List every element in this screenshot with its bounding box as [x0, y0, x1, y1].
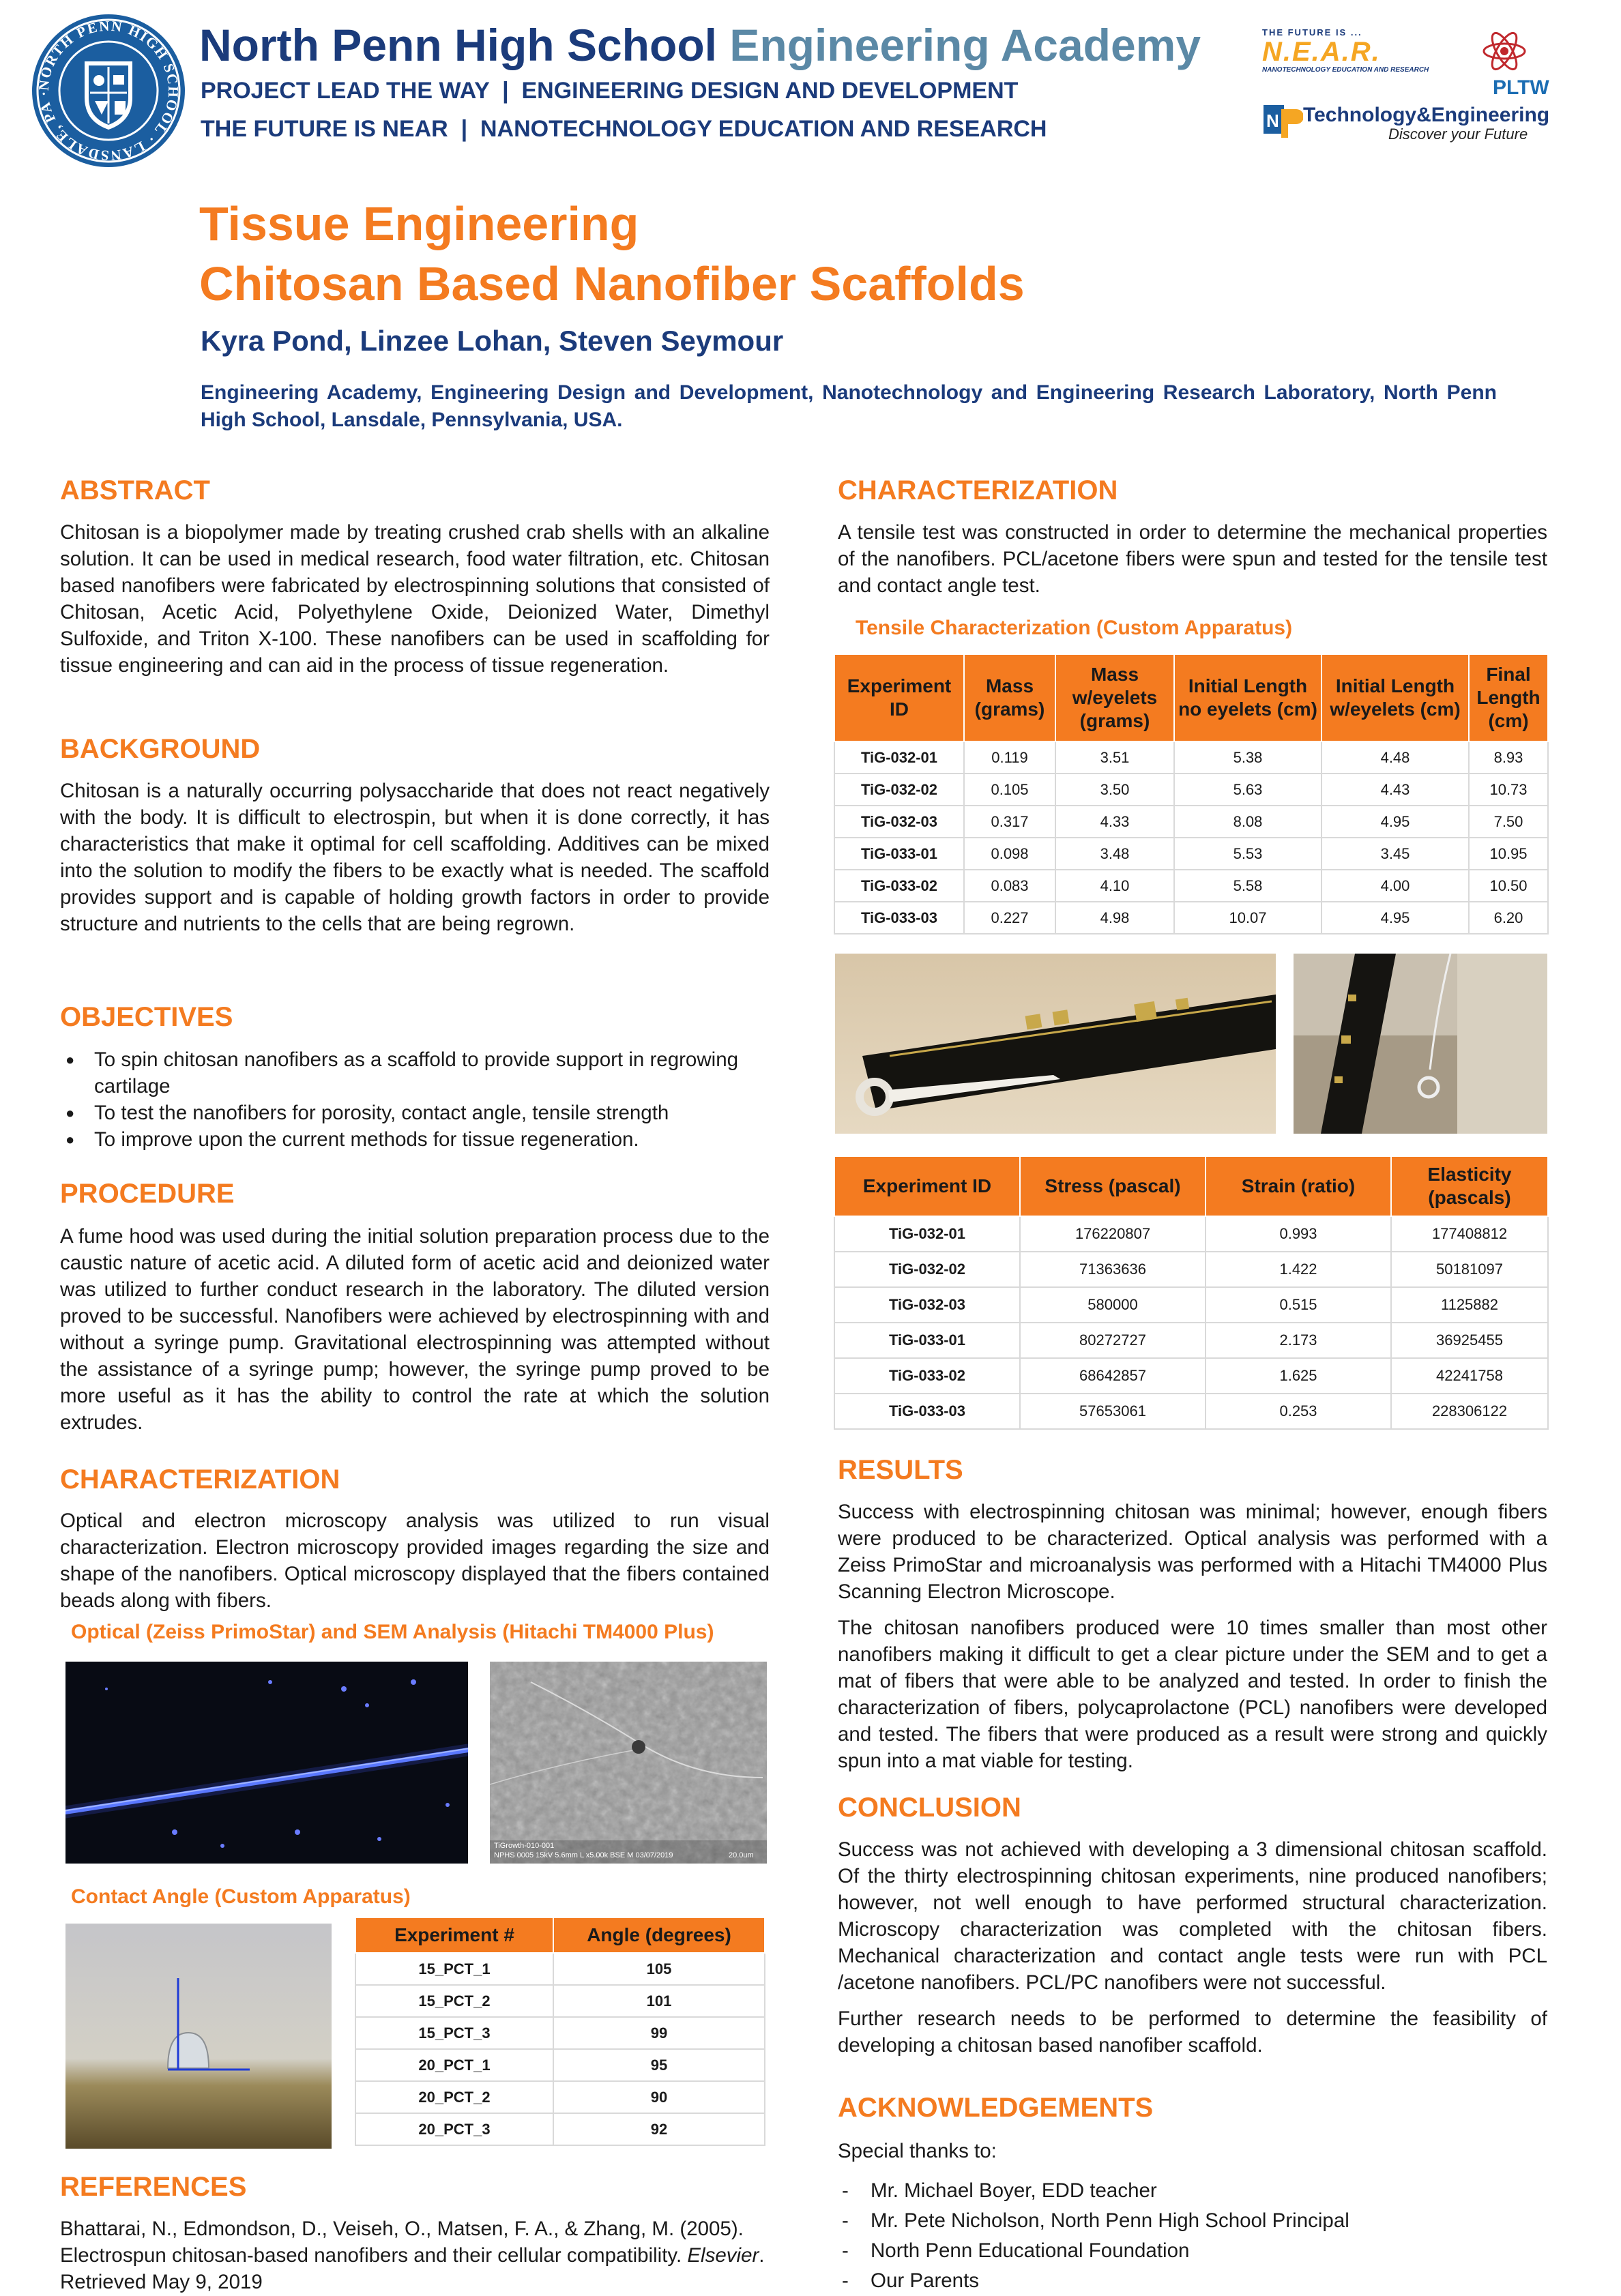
- table-cell: 0.993: [1206, 1216, 1391, 1252]
- procedure-text: A fume hood was used during the initial solution preparation process due to the caustic nature of acetic acid. A diluted form of acetic acid and deionized water was utilized to further conduct research in the laboratory. The diluted version proved to be successful. Nanofibers were achieved by electrospinning with and without a syringe pump. Gravitational electrospinning was attempted without the assistance of a syringe pump; however, the syringe pump proved to be more useful as it has the ability to control the rate at which the solution extrudes.: [60, 1225, 770, 1434]
- table-header: Elasticity (pascals): [1391, 1156, 1548, 1216]
- table-row: [355, 1985, 765, 2017]
- results-paragraph-1: Success with electrospinning chitosan was minimal; however, enough fibers were produced to be characterized. Optical analysis was performed with a Zeiss PrimoStar and microanalysis was performed with a Hitachi TM4000 Plus Scanning Electron Microscope.: [838, 1501, 1547, 1603]
- header-line-2: THE FUTURE IS NEAR | NANOTECHNOLOGY EDUCATION AND RESEARCH: [201, 116, 1047, 142]
- reference-citation: Bhattarai, N., Edmondson, D., Veiseh, O., Matsen, F. A., & Zhang, M. (2005). Electrospun chitosan-based nanofibers and their cellular compatibility.: [60, 2218, 744, 2267]
- table-cell: 5.38: [1174, 741, 1321, 774]
- acknowledgements-heading: ACKNOWLEDGEMENTS: [838, 2093, 1154, 2123]
- table-header: Initial Length no eyelets (cm): [1174, 654, 1321, 741]
- references-heading: REFERENCES: [60, 2172, 247, 2202]
- objective-item: ● To improve upon the current methods for tissue regeneration.: [60, 1126, 770, 1153]
- table-header: Experiment ID: [834, 654, 964, 741]
- acknowledgement-item: - Our Parents: [838, 2266, 1547, 2296]
- conclusion-text: [838, 1836, 1547, 2059]
- table-row: [834, 1323, 1548, 1358]
- contact-angle-caption: Contact Angle (Custom Apparatus): [71, 1885, 411, 1908]
- stress-table: [834, 1156, 1549, 1430]
- atom-icon: [1480, 27, 1528, 75]
- table-cell: TiG-033-02: [834, 870, 964, 902]
- table-cell: 0.083: [964, 870, 1055, 902]
- table-cell: 92: [553, 2113, 765, 2145]
- table-header: Final Length (cm): [1469, 654, 1548, 741]
- table-cell: 20_PCT_1: [355, 2049, 553, 2081]
- acknowledgement-item: - Mr. Michael Boyer, EDD teacher: [838, 2176, 1547, 2206]
- table-cell: 6.20: [1469, 902, 1548, 934]
- table-cell: 36925455: [1391, 1323, 1548, 1358]
- results-heading: RESULTS: [838, 1455, 963, 1485]
- objective-item: ● To spin chitosan nanofibers as a scaffold to provide support in regrowing cartilage: [60, 1046, 770, 1100]
- tensile-caption: Tensile Characterization (Custom Apparatus): [856, 617, 1293, 639]
- objectives-list: [60, 1046, 770, 1153]
- table-cell: 580000: [1020, 1287, 1206, 1323]
- table-cell: 10.73: [1469, 774, 1548, 806]
- table-row: [834, 1252, 1548, 1287]
- table-cell: 4.43: [1321, 774, 1469, 806]
- table-cell: 0.515: [1206, 1287, 1391, 1323]
- acknowledgement-item: - Mr. Pete Nicholson, North Penn High School Principal: [838, 2206, 1547, 2236]
- near-wordmark: N.E.A.R.: [1262, 37, 1381, 67]
- contact-angle-photo: [65, 1924, 332, 2149]
- characterization-left-heading: CHARACTERIZATION: [60, 1465, 340, 1495]
- table-row: [355, 2081, 765, 2113]
- near-logo: [1262, 27, 1453, 82]
- table-cell: TiG-032-01: [834, 1216, 1020, 1252]
- table-row: [834, 774, 1548, 806]
- references-text: [60, 2216, 770, 2295]
- table-cell: TiG-032-03: [834, 1287, 1020, 1323]
- table-row: [834, 1216, 1548, 1252]
- table-cell: 5.53: [1174, 838, 1321, 870]
- pltw-logo: PLTW: [1493, 76, 1549, 99]
- table-cell: 15_PCT_1: [355, 1953, 553, 1985]
- abstract-text: Chitosan is a biopolymer made by treating crushed crab shells with an alkaline solution. It can be used in medical research, food water filtration, etc. Chitosan based nanofibers were fabricated by electrospinning solutions that consisted of Chitosan, Acetic Acid, Polyethylene Oxide, Deionized Water, Dimethyl Sulfoxide, and Triton X-100. These nanofibers can be used in scaffolding for tissue engineering and can aid in the process of tissue regeneration.: [60, 521, 770, 677]
- table-cell: TiG-032-02: [834, 1252, 1020, 1287]
- table-cell: 4.95: [1321, 902, 1469, 934]
- table-cell: 4.98: [1055, 902, 1174, 934]
- table-header: Experiment ID: [834, 1156, 1020, 1216]
- table-header: Stress (pascal): [1020, 1156, 1206, 1216]
- academy-name: Engineering Academy: [729, 20, 1201, 70]
- procedure-heading: PROCEDURE: [60, 1179, 235, 1209]
- reference-journal: Elsevier: [687, 2244, 759, 2267]
- table-cell: 1.422: [1206, 1252, 1391, 1287]
- table-row: [355, 1953, 765, 1985]
- table-cell: 57653061: [1020, 1394, 1206, 1429]
- table-row: [834, 806, 1548, 838]
- tensile-hanging-photo: [1294, 954, 1547, 1134]
- table-cell: 99: [553, 2017, 765, 2049]
- table-cell: 20_PCT_2: [355, 2081, 553, 2113]
- tensile-table: [834, 653, 1549, 934]
- table-row: [355, 2113, 765, 2145]
- characterization-left-text: Optical and electron microscopy analysis was utilized to run visual characterization. Electron microscopy provided images regarding the size and shape of the nanofibers. Optical microscopy displayed that the fibers contained beads along with fibers.: [60, 1510, 770, 1612]
- table-cell: 42241758: [1391, 1358, 1548, 1394]
- table-header: Strain (ratio): [1206, 1156, 1391, 1216]
- table-cell: 0.317: [964, 806, 1055, 838]
- table-cell: 8.08: [1174, 806, 1321, 838]
- reference-retrieved: . Retrieved May 9, 2019: [60, 2244, 765, 2293]
- background-heading: BACKGROUND: [60, 734, 261, 764]
- results-text: [838, 1499, 1547, 1774]
- conclusion-heading: CONCLUSION: [838, 1793, 1021, 1823]
- table-cell: 0.253: [1206, 1394, 1391, 1429]
- table-cell: 71363636: [1020, 1252, 1206, 1287]
- table-cell: 5.58: [1174, 870, 1321, 902]
- near-subtitle: NANOTECHNOLOGY EDUCATION AND RESEARCH: [1262, 66, 1429, 74]
- table-cell: 5.63: [1174, 774, 1321, 806]
- characterization-right-text: A tensile test was constructed in order to determine the mechanical properties of the nanofibers. PCL/acetone fibers were spun and tested for the tensile test and contact angle test.: [838, 521, 1547, 597]
- objective-item: ● To test the nanofibers for porosity, contact angle, tensile strength: [60, 1100, 770, 1126]
- table-cell: 20_PCT_3: [355, 2113, 553, 2145]
- sem-label-2: NPHS 0005 15kV 5.6mm L x5.00k BSE M 03/07/2019: [494, 1851, 673, 1859]
- acknowledgement-item: - North Penn Educational Foundation: [838, 2236, 1547, 2266]
- optical-micrograph: [65, 1662, 468, 1864]
- sem-label-1: TiGrowth-010-001: [494, 1842, 555, 1850]
- table-cell: 90: [553, 2081, 765, 2113]
- table-cell: 105: [553, 1953, 765, 1985]
- microscopy-caption: Optical (Zeiss PrimoStar) and SEM Analysis (Hitachi TM4000 Plus): [71, 1621, 714, 1643]
- objectives-heading: OBJECTIVES: [60, 1002, 233, 1032]
- abstract-heading: ABSTRACT: [60, 475, 210, 505]
- authors: Kyra Pond, Linzee Lohan, Steven Seymour: [201, 325, 784, 357]
- np-brand: Technology&Engineering: [1303, 104, 1550, 126]
- table-cell: 80272727: [1020, 1323, 1206, 1358]
- characterization-right-heading: CHARACTERIZATION: [838, 475, 1118, 505]
- table-row: [834, 741, 1548, 774]
- table-row: [355, 2017, 765, 2049]
- table-cell: 177408812: [1391, 1216, 1548, 1252]
- sem-micrograph: [490, 1662, 767, 1864]
- table-cell: 2.173: [1206, 1323, 1391, 1358]
- table-cell: 50181097: [1391, 1252, 1548, 1287]
- table-cell: 1.625: [1206, 1358, 1391, 1394]
- sem-scale-bar: 20.0um: [729, 1851, 754, 1859]
- table-header: Angle (degrees): [553, 1917, 765, 1953]
- table-header: Initial Length w/eyelets (cm): [1321, 654, 1469, 741]
- table-cell: 3.51: [1055, 741, 1174, 774]
- svg-text:N: N: [1266, 111, 1279, 131]
- table-cell: TiG-032-02: [834, 774, 964, 806]
- conclusion-paragraph-1: Success was not achieved with developing a 3 dimensional chitosan scaffold. Of the thirty electrospinning chitosan experiments, nine produced nanofibers; however, not well enough to have performed structural characterization. Microscopy characterization was completed with the chitosan fibers. Mechanical characterization and contact angle tests were run with PCL /acetone nanofibers. PCL/PC nanofibers were not successful.: [838, 1838, 1547, 1994]
- table-row: [834, 1287, 1548, 1323]
- table-cell: 3.50: [1055, 774, 1174, 806]
- table-cell: TiG-033-03: [834, 1394, 1020, 1429]
- table-cell: TiG-033-02: [834, 1358, 1020, 1394]
- header-line-1: PROJECT LEAD THE WAY | ENGINEERING DESIGN AND DEVELOPMENT: [201, 78, 1019, 104]
- np-tagline: Discover your Future: [1388, 126, 1528, 143]
- table-row: [834, 902, 1548, 934]
- table-cell: 228306122: [1391, 1394, 1548, 1429]
- acknowledgements-list: [838, 2176, 1547, 2296]
- contact-angle-table: [355, 1917, 765, 2146]
- school-name: North Penn High School: [199, 20, 717, 70]
- acknowledgements-intro: Special thanks to:: [838, 2140, 997, 2162]
- table-cell: 4.48: [1321, 741, 1469, 774]
- table-cell: 95: [553, 2049, 765, 2081]
- poster-title-line-2: Chitosan Based Nanofiber Scaffolds: [199, 257, 1025, 310]
- table-cell: TiG-033-01: [834, 838, 964, 870]
- table-cell: 0.105: [964, 774, 1055, 806]
- table-cell: 10.50: [1469, 870, 1548, 902]
- table-cell: 0.119: [964, 741, 1055, 774]
- table-cell: 0.227: [964, 902, 1055, 934]
- poster-title-line-1: Tissue Engineering: [199, 197, 639, 250]
- header-title: [199, 19, 1201, 71]
- table-cell: 4.95: [1321, 806, 1469, 838]
- table-cell: TiG-033-01: [834, 1323, 1020, 1358]
- table-cell: 10.95: [1469, 838, 1548, 870]
- table-cell: 10.07: [1174, 902, 1321, 934]
- table-cell: 3.48: [1055, 838, 1174, 870]
- table-cell: 4.00: [1321, 870, 1469, 902]
- table-cell: 4.33: [1055, 806, 1174, 838]
- table-cell: TiG-032-03: [834, 806, 964, 838]
- table-row: [355, 2049, 765, 2081]
- table-cell: 101: [553, 1985, 765, 2017]
- table-cell: TiG-032-01: [834, 741, 964, 774]
- table-cell: 176220807: [1020, 1216, 1206, 1252]
- table-header: Mass w/eyelets (grams): [1055, 654, 1174, 741]
- table-cell: 1125882: [1391, 1287, 1548, 1323]
- table-header: Mass (grams): [964, 654, 1055, 741]
- table-row: [834, 1394, 1548, 1429]
- tensile-ruler-photo: [835, 954, 1276, 1134]
- table-cell: 7.50: [1469, 806, 1548, 838]
- background-text: Chitosan is a naturally occurring polysaccharide that does not react negatively with the body. It is difficult to electrospin, but when it is done correctly, it has characteristics that make it optimal for cell scaffolding. Additives can be mixed into the solution to modify the fibers to be exactly what is needed. The scaffold provides support and is capable of holding growth factors in order to provide structure and nutrients to the cells that are being regrown.: [60, 780, 770, 935]
- table-cell: 4.10: [1055, 870, 1174, 902]
- conclusion-paragraph-2: Further research needs to be performed to determine the feasibility of developing a chitosan based nanofiber scaffold.: [838, 2007, 1547, 2057]
- table-cell: 0.098: [964, 838, 1055, 870]
- table-cell: 68642857: [1020, 1358, 1206, 1394]
- table-cell: 3.45: [1321, 838, 1469, 870]
- table-cell: TiG-033-03: [834, 902, 964, 934]
- table-cell: 15_PCT_3: [355, 2017, 553, 2049]
- table-header: Experiment #: [355, 1917, 553, 1953]
- table-cell: 15_PCT_2: [355, 1985, 553, 2017]
- table-row: [834, 870, 1548, 902]
- results-paragraph-2: The chitosan nanofibers produced were 10 times smaller than most other nanofibers making it difficult to get a clear picture under the SEM and to get a mat of fibers that were able to be analyzed and tested. In order to finish the characterization of fibers, polycaprolactone (PCL) nanofibers were developed and tested. The fibers that were produced as a result were strong and quickly spun into a mat viable for testing.: [838, 1617, 1547, 1772]
- np-icon: [1262, 102, 1303, 141]
- school-seal: [30, 12, 187, 169]
- seal-text: NORTH PENN HIGH SCHOOL · LANSDALE, PA ·: [35, 17, 182, 164]
- table-cell: 8.93: [1469, 741, 1548, 774]
- near-tagline: THE FUTURE IS ...: [1262, 27, 1362, 38]
- table-row: [834, 1358, 1548, 1394]
- affiliation: Engineering Academy, Engineering Design and Development, Nanotechnology and Engineering Research Laboratory, North Penn High School, Lansdale, Pennsylvania, USA.: [201, 381, 1497, 431]
- table-row: [834, 838, 1548, 870]
